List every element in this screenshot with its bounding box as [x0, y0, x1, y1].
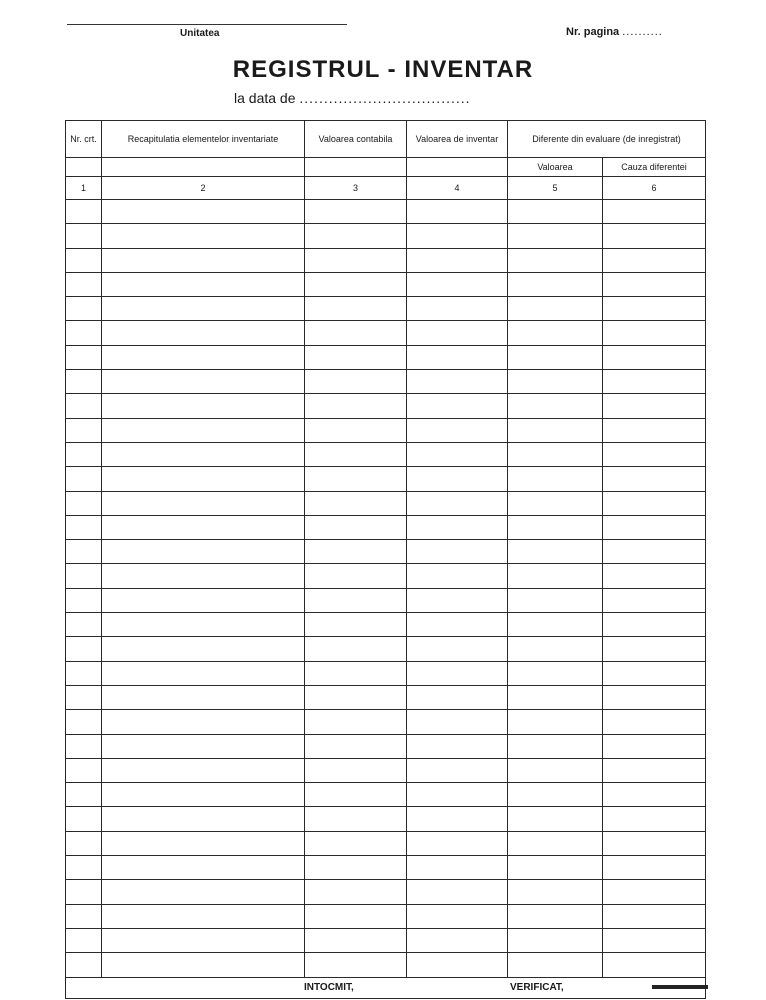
table-cell[interactable] [305, 248, 407, 272]
table-cell[interactable] [407, 685, 508, 709]
table-cell[interactable] [407, 467, 508, 491]
table-cell[interactable] [407, 442, 508, 466]
table-row [66, 370, 706, 394]
table-cell[interactable] [508, 321, 603, 345]
table-cell[interactable] [305, 540, 407, 564]
table-cell[interactable] [66, 831, 102, 855]
table-cell[interactable] [407, 515, 508, 539]
table-cell[interactable] [102, 880, 305, 904]
table-row [66, 200, 706, 224]
table-cell[interactable] [508, 297, 603, 321]
table-cell[interactable] [603, 515, 706, 539]
table-cell[interactable] [102, 272, 305, 296]
header-blank-cell [305, 158, 407, 177]
table-cell[interactable] [407, 540, 508, 564]
table-cell[interactable] [508, 710, 603, 734]
inventory-table [65, 120, 706, 999]
table-row [66, 467, 706, 491]
table-cell[interactable] [305, 928, 407, 952]
table-cell[interactable] [102, 856, 305, 880]
table-cell[interactable] [508, 904, 603, 928]
table-cell[interactable] [508, 880, 603, 904]
table-cell[interactable] [66, 200, 102, 224]
table-cell[interactable] [603, 200, 706, 224]
table-cell[interactable] [305, 370, 407, 394]
table-cell[interactable] [66, 467, 102, 491]
table-cell[interactable] [407, 272, 508, 296]
table-cell[interactable] [66, 783, 102, 807]
table-cell[interactable] [305, 856, 407, 880]
table-cell[interactable] [407, 224, 508, 248]
table-cell[interactable] [603, 831, 706, 855]
date-field [234, 90, 471, 106]
table-cell[interactable] [66, 418, 102, 442]
table-cell[interactable] [508, 856, 603, 880]
table-cell[interactable] [66, 758, 102, 782]
table-cell[interactable] [508, 734, 603, 758]
table-cell[interactable] [603, 248, 706, 272]
table-cell[interactable] [102, 345, 305, 369]
table-cell[interactable] [305, 224, 407, 248]
table-cell[interactable] [508, 370, 603, 394]
table-cell[interactable] [407, 418, 508, 442]
table-cell[interactable] [508, 928, 603, 952]
table-cell[interactable] [102, 758, 305, 782]
table-cell[interactable] [102, 418, 305, 442]
table-cell[interactable] [66, 880, 102, 904]
table-cell[interactable] [305, 394, 407, 418]
table-cell[interactable] [407, 370, 508, 394]
table-cell[interactable] [508, 758, 603, 782]
table-cell[interactable] [305, 685, 407, 709]
table-row [66, 418, 706, 442]
table-cell[interactable] [66, 734, 102, 758]
table-cell[interactable] [102, 685, 305, 709]
table-cell[interactable] [305, 953, 407, 977]
table-cell[interactable] [102, 953, 305, 977]
table-cell[interactable] [102, 248, 305, 272]
table-cell[interactable] [508, 418, 603, 442]
table-cell[interactable] [305, 661, 407, 685]
table-cell[interactable] [305, 758, 407, 782]
table-cell[interactable] [508, 515, 603, 539]
table-row [66, 540, 706, 564]
table-cell[interactable] [102, 783, 305, 807]
table-cell[interactable] [603, 856, 706, 880]
column-number: 1 [66, 177, 102, 200]
unit-label: Unitatea [180, 28, 220, 39]
table-cell[interactable] [603, 928, 706, 952]
table-cell[interactable] [305, 783, 407, 807]
header-nr-crt: Nr. crt. [66, 121, 102, 158]
table-cell[interactable] [603, 540, 706, 564]
table-cell[interactable] [603, 345, 706, 369]
table-row [66, 248, 706, 272]
table-cell[interactable] [102, 588, 305, 612]
header-cauza-diferentei: Cauza diferentei [603, 158, 706, 177]
table-cell[interactable] [102, 394, 305, 418]
table-cell[interactable] [102, 370, 305, 394]
table-cell[interactable] [305, 491, 407, 515]
table-cell[interactable] [603, 321, 706, 345]
table-cell[interactable] [66, 370, 102, 394]
table-cell[interactable] [102, 321, 305, 345]
table-cell[interactable] [407, 880, 508, 904]
table-cell[interactable] [508, 588, 603, 612]
table-cell[interactable] [66, 491, 102, 515]
table-cell[interactable] [603, 224, 706, 248]
table-row [66, 831, 706, 855]
table-row [66, 928, 706, 952]
table-cell[interactable] [508, 783, 603, 807]
table-cell[interactable] [407, 491, 508, 515]
table-row [66, 880, 706, 904]
table-row [66, 734, 706, 758]
table-cell[interactable] [508, 637, 603, 661]
header-diferente: Diferente din evaluare (de inregistrat) [508, 121, 706, 158]
table-row [66, 442, 706, 466]
table-cell[interactable] [102, 515, 305, 539]
table-cell[interactable] [603, 685, 706, 709]
table-cell[interactable] [508, 345, 603, 369]
table-cell[interactable] [407, 953, 508, 977]
table-row [66, 783, 706, 807]
header-blank-cell [102, 158, 305, 177]
table-cell[interactable] [102, 661, 305, 685]
table-cell[interactable] [407, 321, 508, 345]
unit-underline [67, 24, 347, 25]
table-cell[interactable] [305, 297, 407, 321]
table-row [66, 564, 706, 588]
table-cell[interactable] [603, 661, 706, 685]
table-cell[interactable] [102, 637, 305, 661]
table-row [66, 661, 706, 685]
header-recapitulatia: Recapitulatia elementelor inventariate [102, 121, 305, 158]
table-cell[interactable] [603, 953, 706, 977]
table-cell[interactable] [508, 953, 603, 977]
table-cell[interactable] [603, 807, 706, 831]
table-row [66, 491, 706, 515]
table-cell[interactable] [603, 758, 706, 782]
verificat-label: VERIFICAT, [510, 981, 564, 993]
table-cell[interactable] [66, 710, 102, 734]
table-cell[interactable] [305, 321, 407, 345]
table-cell[interactable] [66, 224, 102, 248]
header-valoarea-inventar: Valoarea de inventar [407, 121, 508, 158]
table-cell[interactable] [407, 297, 508, 321]
table-cell[interactable] [66, 637, 102, 661]
table-cell[interactable] [305, 880, 407, 904]
table-cell[interactable] [508, 685, 603, 709]
table-cell[interactable] [102, 613, 305, 637]
table-cell[interactable] [305, 588, 407, 612]
date-dots: ................................... [299, 90, 471, 106]
table-cell[interactable] [305, 467, 407, 491]
table-cell[interactable] [66, 856, 102, 880]
table-cell[interactable] [508, 661, 603, 685]
table-cell[interactable] [66, 272, 102, 296]
table-cell[interactable] [603, 297, 706, 321]
table-cell[interactable] [66, 807, 102, 831]
table-row [66, 224, 706, 248]
table-row [66, 637, 706, 661]
table-cell[interactable] [407, 661, 508, 685]
table-cell[interactable] [407, 394, 508, 418]
page-number-field [566, 26, 663, 38]
table-cell[interactable] [102, 831, 305, 855]
table-cell[interactable] [102, 807, 305, 831]
table-cell[interactable] [305, 734, 407, 758]
table-cell[interactable] [603, 613, 706, 637]
table-cell[interactable] [305, 613, 407, 637]
table-cell[interactable] [407, 248, 508, 272]
table-cell[interactable] [407, 588, 508, 612]
table-cell[interactable] [508, 248, 603, 272]
table-cell[interactable] [508, 467, 603, 491]
header-valoarea: Valoarea [508, 158, 603, 177]
table-cell[interactable] [102, 734, 305, 758]
corner-mark [652, 985, 708, 989]
table-cell[interactable] [407, 904, 508, 928]
table-row [66, 321, 706, 345]
table-cell[interactable] [66, 613, 102, 637]
table-cell[interactable] [66, 904, 102, 928]
table-row [66, 613, 706, 637]
table-cell[interactable] [603, 442, 706, 466]
table-cell[interactable] [66, 661, 102, 685]
table-cell[interactable] [407, 807, 508, 831]
header-blank-cell [66, 158, 102, 177]
table-cell[interactable] [66, 588, 102, 612]
table-cell[interactable] [603, 418, 706, 442]
table-cell[interactable] [407, 831, 508, 855]
table-row [66, 856, 706, 880]
table-cell[interactable] [508, 200, 603, 224]
table-row [66, 807, 706, 831]
table-cell[interactable] [603, 734, 706, 758]
table-cell[interactable] [102, 297, 305, 321]
table-cell[interactable] [603, 467, 706, 491]
table-cell[interactable] [407, 564, 508, 588]
table-cell[interactable] [407, 200, 508, 224]
table-cell[interactable] [305, 200, 407, 224]
table-cell[interactable] [508, 224, 603, 248]
column-number: 2 [102, 177, 305, 200]
table-cell[interactable] [66, 297, 102, 321]
table-cell[interactable] [508, 491, 603, 515]
table-cell[interactable] [603, 904, 706, 928]
table-cell[interactable] [66, 928, 102, 952]
table-row [66, 394, 706, 418]
table-cell[interactable] [603, 394, 706, 418]
table-cell[interactable] [603, 491, 706, 515]
table-cell[interactable] [102, 928, 305, 952]
table-cell[interactable] [407, 928, 508, 952]
table-cell[interactable] [407, 710, 508, 734]
table-cell[interactable] [508, 831, 603, 855]
table-cell[interactable] [305, 637, 407, 661]
table-cell[interactable] [102, 442, 305, 466]
table-cell[interactable] [66, 442, 102, 466]
table-row [66, 272, 706, 296]
table-cell[interactable] [305, 442, 407, 466]
table-cell[interactable] [508, 540, 603, 564]
table-row [66, 758, 706, 782]
table-row [66, 953, 706, 977]
table-cell[interactable] [102, 467, 305, 491]
column-number: 3 [305, 177, 407, 200]
table-cell[interactable] [508, 394, 603, 418]
table-cell[interactable] [508, 807, 603, 831]
table-cell[interactable] [66, 394, 102, 418]
table-cell[interactable] [66, 685, 102, 709]
table-row [66, 345, 706, 369]
table-cell[interactable] [102, 491, 305, 515]
table-cell[interactable] [102, 224, 305, 248]
table-cell[interactable] [305, 831, 407, 855]
table-cell[interactable] [603, 783, 706, 807]
table-cell[interactable] [305, 807, 407, 831]
table-cell[interactable] [102, 200, 305, 224]
table-cell[interactable] [305, 515, 407, 539]
table-cell[interactable] [603, 637, 706, 661]
table-cell[interactable] [603, 370, 706, 394]
table-cell[interactable] [66, 564, 102, 588]
table-cell[interactable] [305, 272, 407, 296]
signature-row [66, 977, 706, 998]
date-label: la data de [234, 90, 296, 106]
table-row [66, 515, 706, 539]
table-cell[interactable] [508, 613, 603, 637]
table-cell[interactable] [407, 783, 508, 807]
table-row [66, 904, 706, 928]
table-cell[interactable] [407, 734, 508, 758]
column-number: 6 [603, 177, 706, 200]
table-cell[interactable] [407, 613, 508, 637]
table-cell[interactable] [603, 880, 706, 904]
table-cell[interactable] [66, 540, 102, 564]
table-cell[interactable] [66, 345, 102, 369]
table-cell[interactable] [407, 856, 508, 880]
intocmit-label: INTOCMIT, [304, 981, 354, 993]
page-number-label: Nr. pagina [566, 26, 620, 38]
table-row [66, 685, 706, 709]
header-valoarea-contabila: Valoarea contabila [305, 121, 407, 158]
signature-cell [66, 977, 706, 998]
page-number-dots: .......... [622, 26, 663, 38]
table-cell[interactable] [508, 442, 603, 466]
table-row [66, 710, 706, 734]
header-blank-cell [407, 158, 508, 177]
table-cell[interactable] [305, 710, 407, 734]
table-cell[interactable] [66, 321, 102, 345]
table-row [66, 297, 706, 321]
table-cell[interactable] [66, 953, 102, 977]
table-cell[interactable] [508, 272, 603, 296]
table-cell[interactable] [508, 564, 603, 588]
column-number: 5 [508, 177, 603, 200]
table-cell[interactable] [102, 710, 305, 734]
document-title: REGISTRUL - INVENTAR [232, 56, 534, 83]
table-cell[interactable] [603, 710, 706, 734]
table-cell[interactable] [603, 272, 706, 296]
table-cell[interactable] [66, 248, 102, 272]
table-cell[interactable] [603, 564, 706, 588]
table-row [66, 588, 706, 612]
table-cell[interactable] [305, 418, 407, 442]
table-cell[interactable] [66, 515, 102, 539]
table-cell[interactable] [407, 758, 508, 782]
table-cell[interactable] [407, 345, 508, 369]
table-cell[interactable] [102, 540, 305, 564]
table-cell[interactable] [603, 588, 706, 612]
table-cell[interactable] [305, 345, 407, 369]
table-cell[interactable] [407, 637, 508, 661]
table-cell[interactable] [305, 564, 407, 588]
table-cell[interactable] [102, 564, 305, 588]
column-number: 4 [407, 177, 508, 200]
table-cell[interactable] [305, 904, 407, 928]
table-cell[interactable] [102, 904, 305, 928]
